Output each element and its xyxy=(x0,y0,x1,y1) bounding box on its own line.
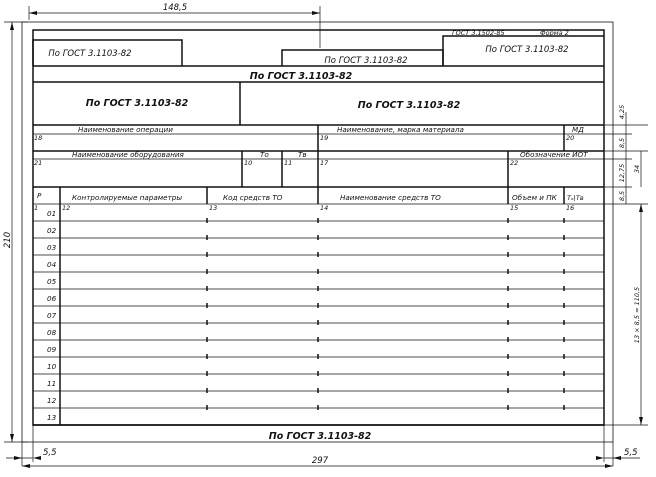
dim-r3: 12,75 xyxy=(618,163,626,183)
table-row xyxy=(33,260,604,274)
row-number: 06 xyxy=(47,294,57,304)
table-row xyxy=(33,226,604,240)
dimension-top-width xyxy=(29,3,320,48)
table-row xyxy=(33,345,604,359)
iot-num: 22 xyxy=(510,159,519,167)
header-box-mid: По ГОСТ 3.1103-82 xyxy=(324,56,408,66)
dim-total-width: 297 xyxy=(311,456,329,466)
header-strip: По ГОСТ 3.1103-82 xyxy=(249,71,353,82)
colnum-1: 1 xyxy=(34,204,39,212)
table-row xyxy=(33,328,604,342)
dimension-height xyxy=(3,22,28,442)
table-row xyxy=(33,277,604,291)
table-row xyxy=(33,396,604,410)
dim-r1: 4,25 xyxy=(618,104,626,120)
form-frame xyxy=(33,30,604,425)
equipment-num: 21 xyxy=(34,159,43,167)
colnum-12: 12 xyxy=(62,204,71,212)
row-number: 05 xyxy=(47,277,57,287)
th-params: Контролируемые параметры xyxy=(72,193,182,202)
row-number: 11 xyxy=(47,379,57,389)
tv-num: 11 xyxy=(284,159,293,167)
colnum-13: 13 xyxy=(209,204,218,212)
table-row xyxy=(33,294,604,308)
table-row xyxy=(47,413,57,422)
col17-num: 17 xyxy=(320,159,329,167)
md-num: 20 xyxy=(566,134,575,142)
th-name: Наименование средств ТО xyxy=(340,193,441,202)
th-volume: Объем и ПК xyxy=(512,193,557,202)
row-number: 13 xyxy=(47,413,57,423)
to-label: То xyxy=(260,150,269,159)
row-number: 12 xyxy=(47,396,57,406)
row-number: 03 xyxy=(47,243,57,253)
iot-label: Обозначение ИОТ xyxy=(520,150,588,159)
table-row xyxy=(33,209,604,223)
th-tt: Тₒ|Тв xyxy=(567,194,584,202)
dim-height-label: 210 xyxy=(3,231,13,249)
table-row xyxy=(33,243,604,257)
header-big-right: По ГОСТ 3.1103-82 xyxy=(357,100,461,111)
page-outer-frame xyxy=(22,22,613,442)
dim-r5: 34 xyxy=(633,164,641,174)
row-number: 04 xyxy=(47,260,57,270)
material-label: Наименование, марка материала xyxy=(337,125,464,134)
table-row xyxy=(33,362,604,376)
form-label: Форма 2 xyxy=(540,29,569,37)
to-num: 10 xyxy=(244,159,253,167)
row-number: 02 xyxy=(47,226,57,236)
operation-num: 18 xyxy=(34,134,43,142)
gost-ref: ГОСТ 3.1502-85 xyxy=(452,29,505,37)
dim-r2: 8,5 xyxy=(618,137,626,149)
th-p: Р xyxy=(37,191,42,200)
th-code: Код средств ТО xyxy=(223,193,283,202)
dim-r4: 8,5 xyxy=(618,190,626,202)
colnum-14: 14 xyxy=(320,204,329,212)
footer-text: По ГОСТ 3.1103-82 xyxy=(268,431,372,442)
header-box-right: По ГОСТ 3.1103-82 xyxy=(485,45,569,55)
equipment-label: Наименование оборудования xyxy=(72,150,184,159)
colnum-16: 16 xyxy=(566,204,575,212)
row-number: 01 xyxy=(47,209,57,219)
table-row xyxy=(33,311,604,325)
table-row xyxy=(33,379,604,393)
dimension-right xyxy=(604,112,648,425)
dim-r-total: 13 × 8,5 = 110,5 xyxy=(633,286,641,344)
table-body xyxy=(33,204,604,425)
colnum-15: 15 xyxy=(510,204,519,212)
dim-left-margin: 5,5 xyxy=(43,448,57,458)
row-number: 07 xyxy=(47,311,57,321)
row-number: 10 xyxy=(47,362,57,372)
tv-label: Тв xyxy=(298,150,307,159)
header-big-left: По ГОСТ 3.1103-82 xyxy=(85,98,189,109)
dim-right-margin: 5,5 xyxy=(624,448,638,458)
md-label: МД xyxy=(572,125,584,134)
material-num: 19 xyxy=(320,134,329,142)
row-number: 08 xyxy=(47,328,57,338)
dim-top-width-label: 148,5 xyxy=(162,3,188,13)
operation-label: Наименование операции xyxy=(78,125,173,134)
header-box-left: По ГОСТ 3.1103-82 xyxy=(48,49,132,59)
row-number: 09 xyxy=(47,345,57,355)
